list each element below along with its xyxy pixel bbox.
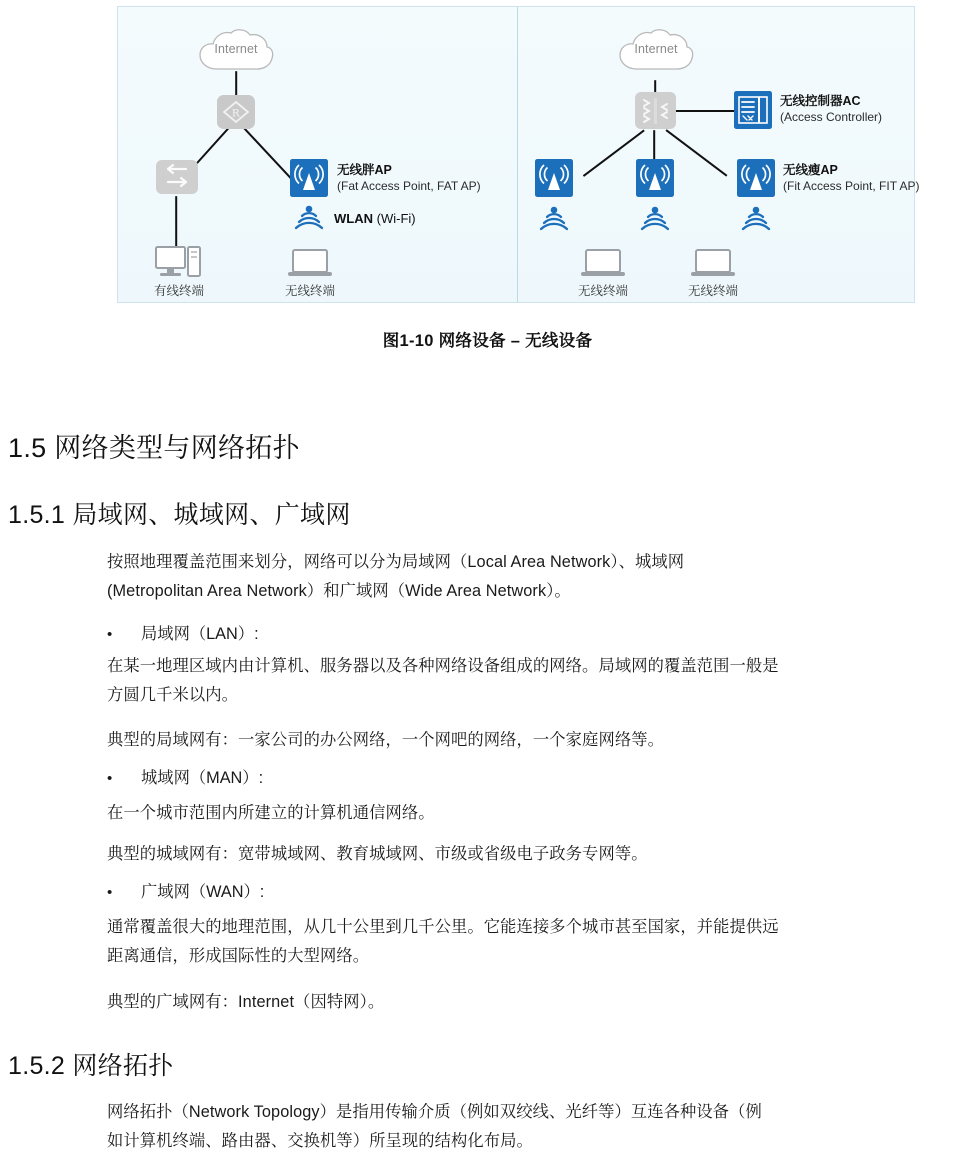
fat-ap-label xyxy=(337,162,481,194)
fit-ap-label xyxy=(783,162,919,194)
link-switch-pc xyxy=(175,196,177,252)
wlan-signal-icon-3 xyxy=(741,205,771,231)
router-icon xyxy=(217,95,255,129)
paragraph-man-examples: 典型的城域网有：宽带城域网、教育城域网、市级或省级电子政务专网等。 xyxy=(107,845,648,863)
switch-icon-right xyxy=(635,92,676,129)
paragraph-wan-examples: 典型的广域网有：Internet（因特网）。 xyxy=(107,993,385,1011)
fat-ap-icon xyxy=(290,159,328,197)
heading-1-5-1: 1.5.1 局域网、城域网、广域网 xyxy=(8,501,351,529)
bullet-lan-label: 局域网（LAN）: xyxy=(141,625,259,643)
cloud-internet xyxy=(197,29,275,73)
svg-text:R: R xyxy=(231,105,241,120)
link-switch-ac xyxy=(675,110,736,112)
link-switch-ap3 xyxy=(665,129,727,177)
wireless-terminal-label-right-2: 无线终端 xyxy=(687,284,738,298)
paragraph-man-desc: 在一个城市范围内所建立的计算机通信网络。 xyxy=(107,804,435,822)
fit-ap-title-en: (Fit Access Point, FIT AP) xyxy=(783,178,920,193)
figure-network-devices-wireless xyxy=(117,6,920,303)
diagram-panel-fat-ap xyxy=(118,7,518,302)
wlan-label xyxy=(334,211,416,226)
bullet-dot-wan xyxy=(107,878,141,907)
wireless-terminal-icon-left xyxy=(288,249,332,279)
paragraph-topology-line2: 如计算机终端、路由器、交换机等）所呈现的结构化布局。 xyxy=(107,1132,533,1150)
bullet-lan xyxy=(107,620,907,649)
paragraph-wan-desc-line2: 距离通信，形成国际性的大型网络。 xyxy=(107,947,370,965)
cloud-internet-right xyxy=(617,29,695,73)
fit-ap-icon-3 xyxy=(737,159,775,197)
bullet-dot-man xyxy=(107,764,141,793)
bullet-wan-label: 广域网（WAN）: xyxy=(141,883,265,901)
bullet-dot-lan xyxy=(107,620,141,649)
figure-caption: 图1-10 网络设备 – 无线设备 xyxy=(382,332,593,350)
link-router-ap xyxy=(241,125,296,184)
heading-1-5-2: 1.5.2 网络拓扑 xyxy=(8,1052,174,1080)
wlan-signal-icon-2 xyxy=(640,205,670,231)
cloud-label-right: Internet xyxy=(634,42,678,56)
wlan-label-cn: WLAN xyxy=(334,211,373,226)
paragraph-network-scope-line1: 按照地理覆盖范围来划分，网络可以分为局域网（Local Area Network）、城域网 xyxy=(107,553,685,571)
paragraph-lan-desc-line2: 方圆几千米以内。 xyxy=(107,686,239,704)
paragraph-topology-line1: 网络拓扑（Network Topology）是指用传输介质（例如双绞线、光纤等）互连各种设备（例 xyxy=(107,1103,762,1121)
access-controller-icon xyxy=(734,91,772,129)
fat-ap-title-cn: 无线胖AP xyxy=(337,163,392,177)
paragraph-network-scope-line2: (Metropolitan Area Network）和广域网（Wide Area Network）。 xyxy=(107,582,571,600)
wired-terminal-icon xyxy=(155,245,203,279)
ac-title-cn: 无线控制器AC xyxy=(780,94,861,108)
cloud-label: Internet xyxy=(214,42,258,56)
fit-ap-title-cn: 无线瘦AP xyxy=(783,163,838,177)
wireless-terminal-label-left: 无线终端 xyxy=(284,284,335,298)
fat-ap-title-en: (Fat Access Point, FAT AP) xyxy=(337,178,481,193)
switch-icon xyxy=(156,160,198,194)
ac-title-en: (Access Controller) xyxy=(780,109,883,124)
wireless-terminal-icon-right-2 xyxy=(691,249,735,279)
fit-ap-icon-1 xyxy=(535,159,573,197)
bullet-man-label: 城域网（MAN）: xyxy=(141,769,264,787)
diagram-panel-fit-ap xyxy=(518,7,920,302)
fit-ap-icon-2 xyxy=(636,159,674,197)
wireless-terminal-icon-right-1 xyxy=(581,249,625,279)
heading-1-5: 1.5 网络类型与网络拓扑 xyxy=(8,433,300,463)
bullet-wan xyxy=(107,878,907,907)
access-controller-label xyxy=(780,93,882,125)
wlan-label-en: (Wi-Fi) xyxy=(376,211,416,226)
wlan-signal-icon xyxy=(294,204,324,230)
wired-terminal-label: 有线终端 xyxy=(153,284,204,298)
bullet-man xyxy=(107,764,907,793)
paragraph-lan-examples: 典型的局域网有：一家公司的办公网络，一个网吧的网络，一个家庭网络等。 xyxy=(107,731,664,749)
paragraph-lan-desc-line1: 在某一地理区域内由计算机、服务器以及各种网络设备组成的网络。局域网的覆盖范围一般是 xyxy=(107,657,779,675)
wlan-signal-icon-1 xyxy=(539,205,569,231)
wireless-terminal-label-right-1: 无线终端 xyxy=(577,284,628,298)
paragraph-wan-desc-line1: 通常覆盖很大的地理范围，从几十公里到几千公里。它能连接多个城市甚至国家，并能提供远 xyxy=(107,918,779,936)
